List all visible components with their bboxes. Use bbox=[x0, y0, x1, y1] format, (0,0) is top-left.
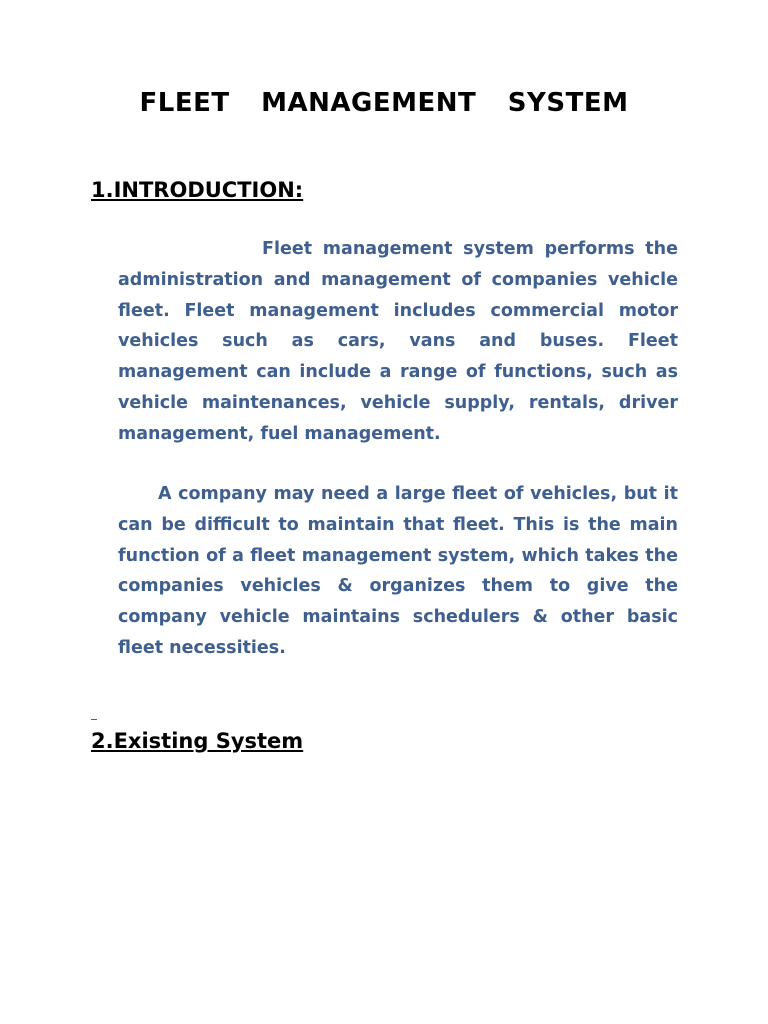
section-heading-existing-system: 2.Existing System bbox=[91, 729, 304, 753]
stray-underline-mark bbox=[91, 719, 97, 720]
intro-paragraph-2: A company may need a large fleet of vehicles, but it can be difficult to maintain that fleet. This is the main function of a fleet management system, which takes the companies vehicles & organizes them to give the company vehicle maintains schedulers & other basic fleet necessities. bbox=[118, 484, 678, 658]
document-title: FLEET MANAGEMENT SYSTEM bbox=[139, 88, 629, 118]
intro-paragraph-1: Fleet management system performs the administration and management of companies vehicle fleet. Fleet management includes commercial motor vehicles such as cars, vans and buses. Fleet management can include a range of functions, such as vehicle maintenances, vehicle supply, rentals, driver management, fuel management. bbox=[118, 239, 678, 444]
section-heading-introduction: 1.INTRODUCTION: bbox=[91, 178, 304, 202]
